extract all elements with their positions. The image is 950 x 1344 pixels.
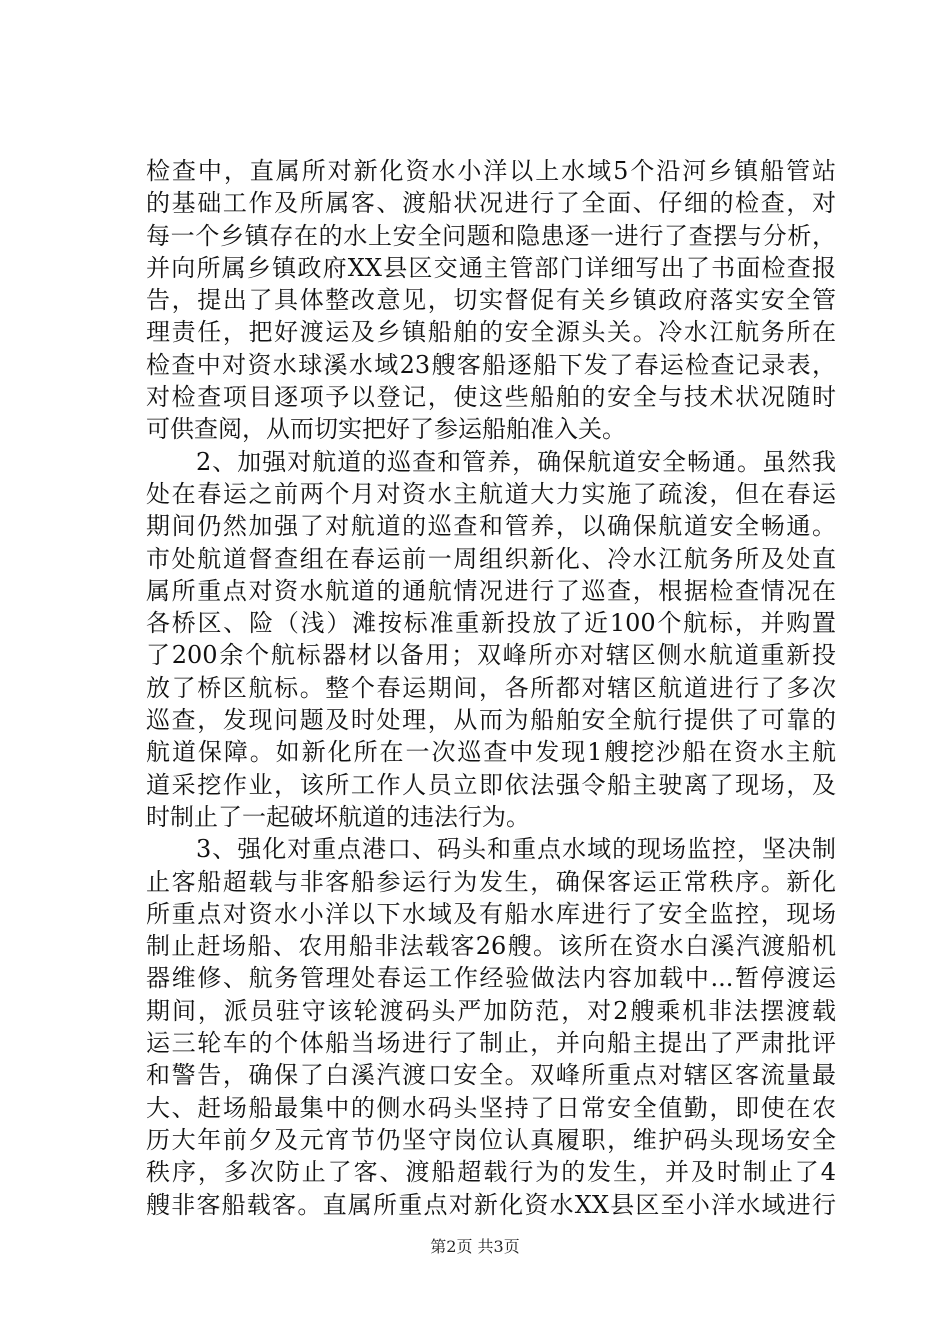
- text-line: 的基础工作及所属客、渡船状况进行了全面、仔细的检查，对: [146, 189, 836, 218]
- text-line: 3、强化对重点港口、码头和重点水域的现场监控，坚决制: [146, 835, 836, 864]
- text-line: 了200余个航标器材以备用；双峰所亦对辖区侧水航道重新投: [146, 641, 836, 670]
- text-line: 器维修、航务管理处春运工作经验做法内容加载中...暂停渡运: [146, 964, 836, 993]
- text-line: 制止赶场船、农用船非法载客26艘。该所在资水白溪汽渡船机: [146, 932, 836, 961]
- text-line: 各桥区、险（浅）滩按标准重新投放了近100个航标，并购置: [146, 609, 836, 638]
- text-line: 止客船超载与非客船参运行为发生，确保客运正常秩序。新化: [146, 867, 836, 896]
- text-line: 市处航道督查组在春运前一周组织新化、冷水江航务所及处直: [146, 544, 836, 573]
- text-line: 理责任，把好渡运及乡镇船舶的安全源头关。冷水江航务所在: [146, 318, 836, 347]
- text-line: 和警告，确保了白溪汽渡口安全。双峰所重点对辖区客流量最: [146, 1061, 836, 1090]
- text-line: 并向所属乡镇政府XX县区交通主管部门详细写出了书面检查报: [146, 253, 836, 282]
- text-line: 巡查，发现问题及时处理，从而为船舶安全航行提供了可靠的: [146, 706, 836, 735]
- text-line: 对检查项目逐项予以登记，使这些船舶的安全与技术状况随时: [146, 383, 836, 412]
- text-line: 每一个乡镇存在的水上安全问题和隐患逐一进行了查摆与分析，: [146, 221, 836, 250]
- text-line: 艘非客船载客。直属所重点对新化资水XX县区至小洋水域进行: [146, 1190, 836, 1219]
- text-line: 处在春运之前两个月对资水主航道大力实施了疏浚，但在春运: [146, 479, 836, 508]
- text-line: 航道保障。如新化所在一次巡查中发现1艘挖沙船在资水主航: [146, 738, 836, 767]
- body-text: [146, 155, 836, 1221]
- text-line: 大、赶场船最集中的侧水码头坚持了日常安全值勤，即使在农: [146, 1093, 836, 1122]
- text-line: 放了桥区航标。整个春运期间，各所都对辖区航道进行了多次: [146, 673, 836, 702]
- text-line: 秩序，多次防止了客、渡船超载行为的发生，并及时制止了4: [146, 1158, 836, 1187]
- text-line: 属所重点对资水航道的通航情况进行了巡查，根据检查情况在: [146, 576, 836, 605]
- text-line: 期间仍然加强了对航道的巡查和管养，以确保航道安全畅通。: [146, 512, 836, 541]
- text-line: 时制止了一起破坏航道的违法行为。: [146, 802, 530, 831]
- text-line: 历大年前夕及元宵节仍坚守岗位认真履职，维护码头现场安全: [146, 1125, 836, 1154]
- text-line: 道采挖作业，该所工作人员立即依法强令船主驶离了现场，及: [146, 770, 836, 799]
- text-line: 运三轮车的个体船当场进行了制止，并向船主提出了严肃批评: [146, 1029, 836, 1058]
- text-line: 检查中对资水球溪水域23艘客船逐船下发了春运检查记录表，: [146, 350, 836, 379]
- text-line: 期间，派员驻守该轮渡码头严加防范，对2艘乘机非法摆渡载: [146, 996, 836, 1025]
- text-line: 2、加强对航道的巡查和管养，确保航道安全畅通。虽然我: [146, 447, 836, 476]
- text-line: 告，提出了具体整改意见，切实督促有关乡镇政府落实安全管: [146, 286, 836, 315]
- text-line: 检查中，直属所对新化资水小洋以上水域5个沿河乡镇船管站: [146, 157, 836, 185]
- text-line: 所重点对资水小洋以下水域及有船水库进行了安全监控，现场: [146, 899, 836, 928]
- page-footer: 第2页 共3页: [430, 1237, 520, 1256]
- text-line: 可供查阅，从而切实把好了参运船舶准入关。: [146, 415, 626, 444]
